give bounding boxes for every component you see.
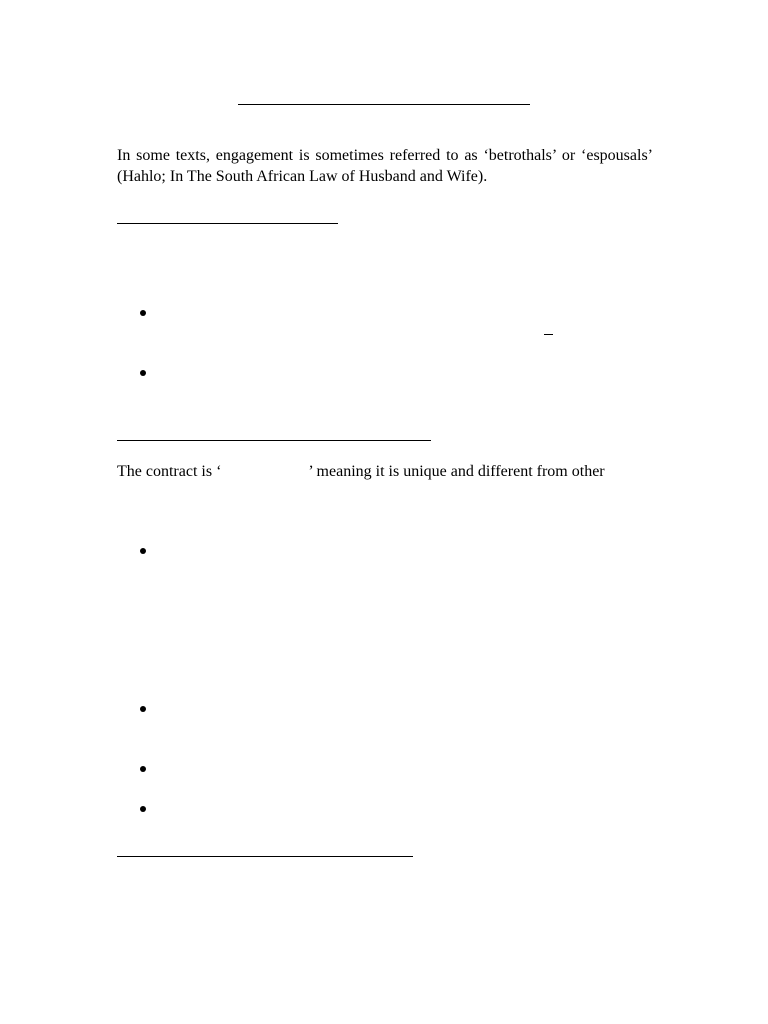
- heading-underline-3: [117, 856, 413, 857]
- bullet-point: [140, 310, 148, 318]
- contract-text-end: ’ meaning it is unique and different from other: [308, 463, 605, 480]
- title-underline: [238, 104, 530, 105]
- bullet-point: [140, 548, 148, 556]
- heading-underline-2: [117, 440, 431, 441]
- heading-underline-1: [117, 223, 338, 224]
- underscore-mark: [544, 334, 553, 335]
- intro-paragraph: In some texts, engagement is sometimes referred to as ‘betrothals’ or ‘espousals’ (Hahlo; In The South African Law of Husband and Wife).: [117, 147, 653, 185]
- contract-text-start: The contract is ‘: [117, 463, 222, 480]
- bullet-point: [140, 806, 148, 814]
- bullet-point: [140, 370, 148, 378]
- bullet-point: [140, 706, 148, 714]
- contract-paragraph: [117, 461, 653, 482]
- bullet-point: [140, 766, 148, 774]
